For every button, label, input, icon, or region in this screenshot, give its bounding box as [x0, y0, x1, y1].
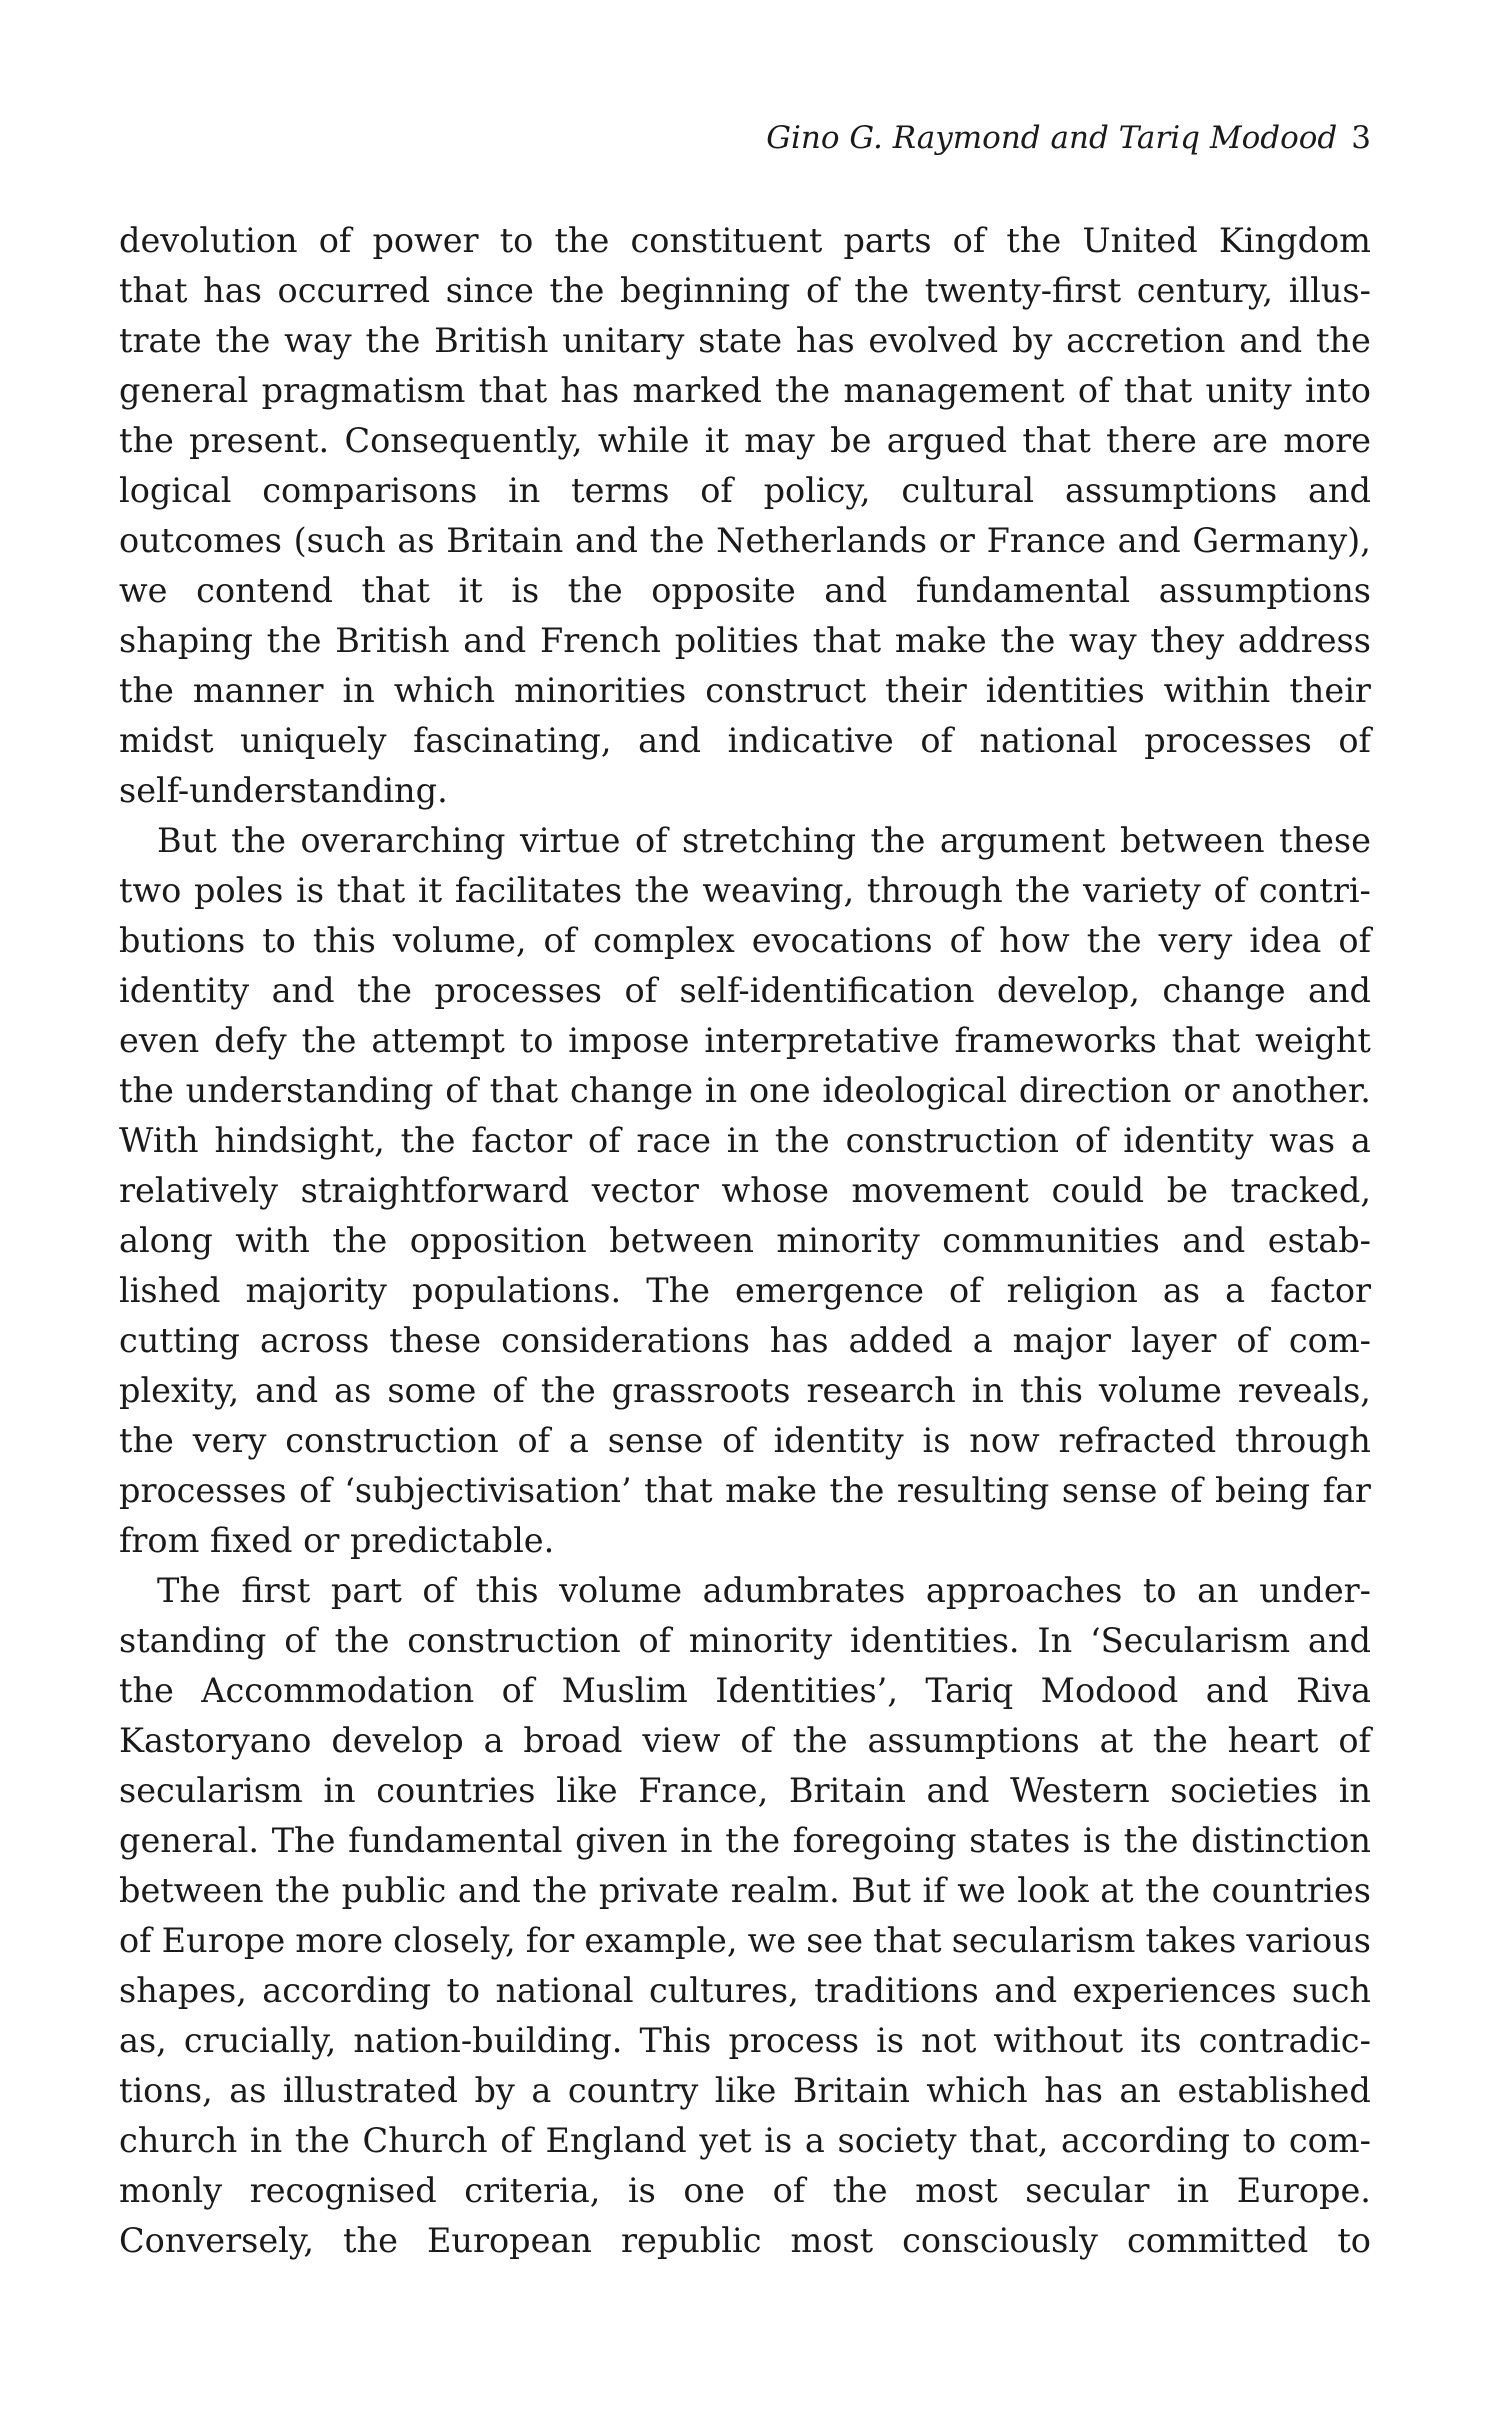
body-text	[119, 216, 1371, 2266]
text-line: the understanding of that change in one ideological direction or another.	[119, 1071, 1371, 1110]
text-line: logical comparisons in terms of policy, cultural assumptions and	[119, 471, 1371, 510]
text-line: shaping the British and French polities that make the way they address	[119, 621, 1371, 660]
text-line: Kastoryano develop a broad view of the assumptions at the heart of	[119, 1721, 1371, 1760]
text-line: With hindsight, the factor of race in the construction of identity was a	[119, 1121, 1371, 1160]
text-line: general. The fundamental given in the foregoing states is the distinction	[119, 1821, 1371, 1860]
running-head-authors: Gino G. Raymond and Tariq Modood	[766, 120, 1338, 156]
text-line: outcomes (such as Britain and the Netherlands or France and Germany),	[119, 521, 1371, 560]
text-line: lished majority populations. The emergence of religion as a factor	[119, 1271, 1371, 1310]
text-line: But the overarching virtue of stretching the argument between these	[157, 821, 1371, 860]
text-line: devolution of power to the constituent parts of the United Kingdom	[119, 221, 1371, 260]
text-line: Conversely, the European republic most consciously committed to	[119, 2221, 1371, 2260]
text-line: as, crucially, nation-building. This process is not without its contradic-	[119, 2021, 1371, 2060]
page-number: 3	[1351, 120, 1371, 156]
text-line: general pragmatism that has marked the management of that unity into	[119, 371, 1371, 410]
text-line: identity and the processes of self-identification develop, change and	[119, 971, 1371, 1010]
text-line: shapes, according to national cultures, traditions and experiences such	[119, 1971, 1371, 2010]
text-line: cutting across these considerations has added a major layer of com-	[119, 1321, 1371, 1360]
text-line: butions to this volume, of complex evocations of how the very idea of	[119, 921, 1371, 960]
text-line: monly recognised criteria, is one of the most secular in Europe.	[119, 2171, 1371, 2210]
text-line: church in the Church of England yet is a society that, according to com-	[119, 2121, 1371, 2160]
text-line: the manner in which minorities construct their identities within their	[119, 671, 1371, 710]
paragraph	[119, 816, 1371, 1566]
text-line: two poles is that it facilitates the weaving, through the variety of contri-	[119, 871, 1371, 910]
text-line: between the public and the private realm. But if we look at the countries	[119, 1871, 1371, 1910]
text-line: relatively straightforward vector whose movement could be tracked,	[119, 1171, 1371, 1210]
text-line: that has occurred since the beginning of the twenty-first century, illus-	[119, 271, 1371, 310]
text-line: plexity, and as some of the grassroots research in this volume reveals,	[119, 1371, 1371, 1410]
running-head	[766, 118, 1371, 158]
text-line: even defy the attempt to impose interpretative frameworks that weight	[119, 1021, 1371, 1060]
text-line: self-understanding.	[119, 771, 448, 810]
text-line: the Accommodation of Muslim Identities’, Tariq Modood and Riva	[119, 1671, 1371, 1710]
text-line: the very construction of a sense of identity is now refracted through	[119, 1421, 1371, 1460]
text-line: standing of the construction of minority identities. In ‘Secularism and	[119, 1621, 1371, 1660]
text-line: processes of ‘subjectivisation’ that make the resulting sense of being far	[119, 1471, 1371, 1510]
text-line: the present. Consequently, while it may be argued that there are more	[119, 421, 1371, 460]
text-line: of Europe more closely, for example, we see that secularism takes various	[119, 1921, 1371, 1960]
text-line: tions, as illustrated by a country like Britain which has an established	[119, 2071, 1371, 2110]
text-line: from fixed or predictable.	[119, 1521, 555, 1560]
text-line: midst uniquely fascinating, and indicative of national processes of	[119, 721, 1371, 760]
text-line: secularism in countries like France, Britain and Western societies in	[119, 1771, 1371, 1810]
text-line: trate the way the British unitary state has evolved by accretion and the	[119, 321, 1371, 360]
text-line: The first part of this volume adumbrates approaches to an under-	[157, 1571, 1371, 1610]
paragraph	[119, 1566, 1371, 2266]
text-line: we contend that it is the opposite and fundamental assumptions	[119, 571, 1371, 610]
text-line: along with the opposition between minority communities and estab-	[119, 1221, 1371, 1260]
paragraph	[119, 216, 1371, 816]
